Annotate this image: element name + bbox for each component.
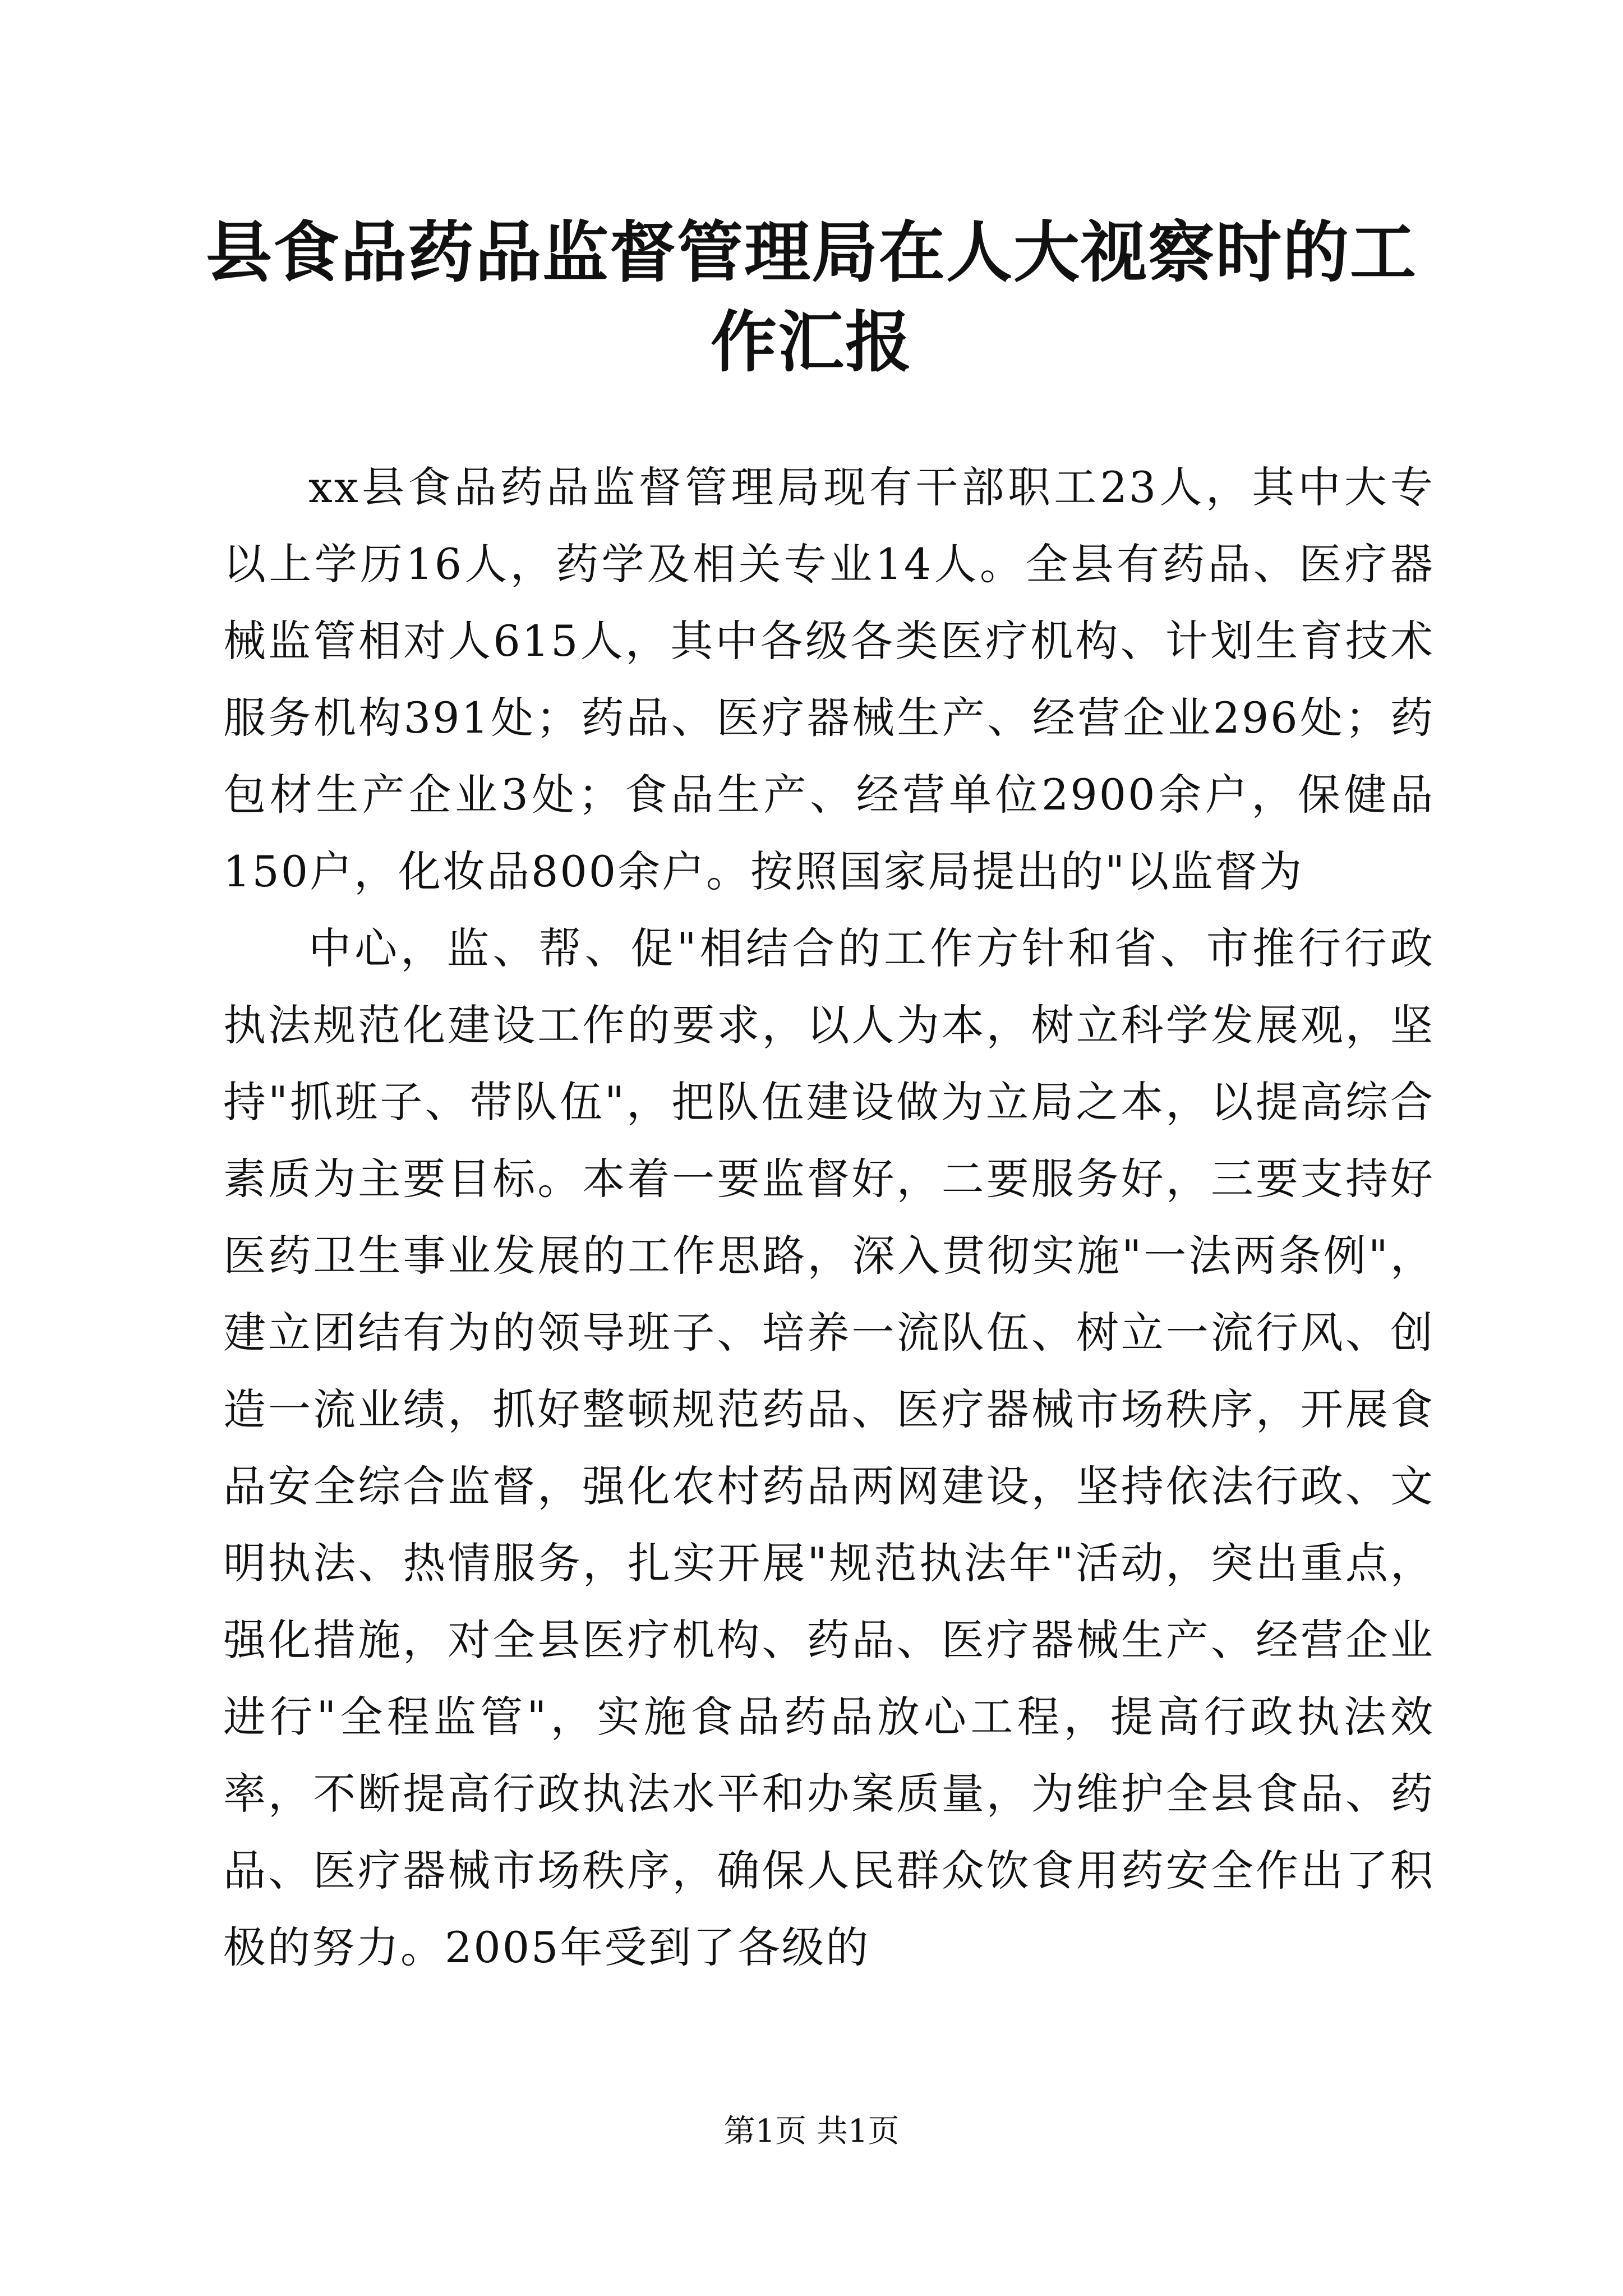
paragraph-1: xx县食品药品监督管理局现有干部职工23人，其中大专以上学历16人，药学及相关专业14人。全县有药品、医疗器械监管相对人615人，其中各级各类医疗机构、计划生育技术服务机构391处；药品、医疗器械生产、经营企业296处；药包材生产企业3处；食品生产、经营单位2900余户，保健品150户，化妆品800余户。按照国家局提出的"以监督为 — [223, 462, 1435, 896]
document-body — [223, 449, 1435, 1986]
page-number-footer: 第1页 共1页 — [723, 2113, 900, 2150]
paragraph-2: 中心，监、帮、促"相结合的工作方针和省、市推行行政执法规范化建设工作的要求，以人为本，树立科学发展观，坚持"抓班子、带队伍"，把队伍建设做为立局之本，以提高综合素质为主要目标。本着一要监督好，二要服务好，三要支持好医药卫生事业发展的工作思路，深入贯彻实施"一法两条例"，建立团结有为的领导班子、培养一流队伍、树立一流行风、创造一流业绩，抓好整顿规范药品、医疗器械市场秩序，开展食品安全综合监督，强化农村药品两网建设，坚持依法行政、文明执法、热情服务，扎实开展"规范执法年"活动，突出重点，强化措施，对全县医疗机构、药品、医疗器械生产、经营企业进行"全程监管"，实施食品药品放心工程，提高行政执法效率，不断提高行政执法水平和办案质量，为维护全县食品、药品、医疗器械市场秩序，确保人民群众饮食用药安全作出了积极的努力。2005年受到了各级的 — [223, 923, 1435, 1972]
document-title: 县食品药品监督管理局在人大视察时的工作汇报 — [205, 213, 1417, 381]
